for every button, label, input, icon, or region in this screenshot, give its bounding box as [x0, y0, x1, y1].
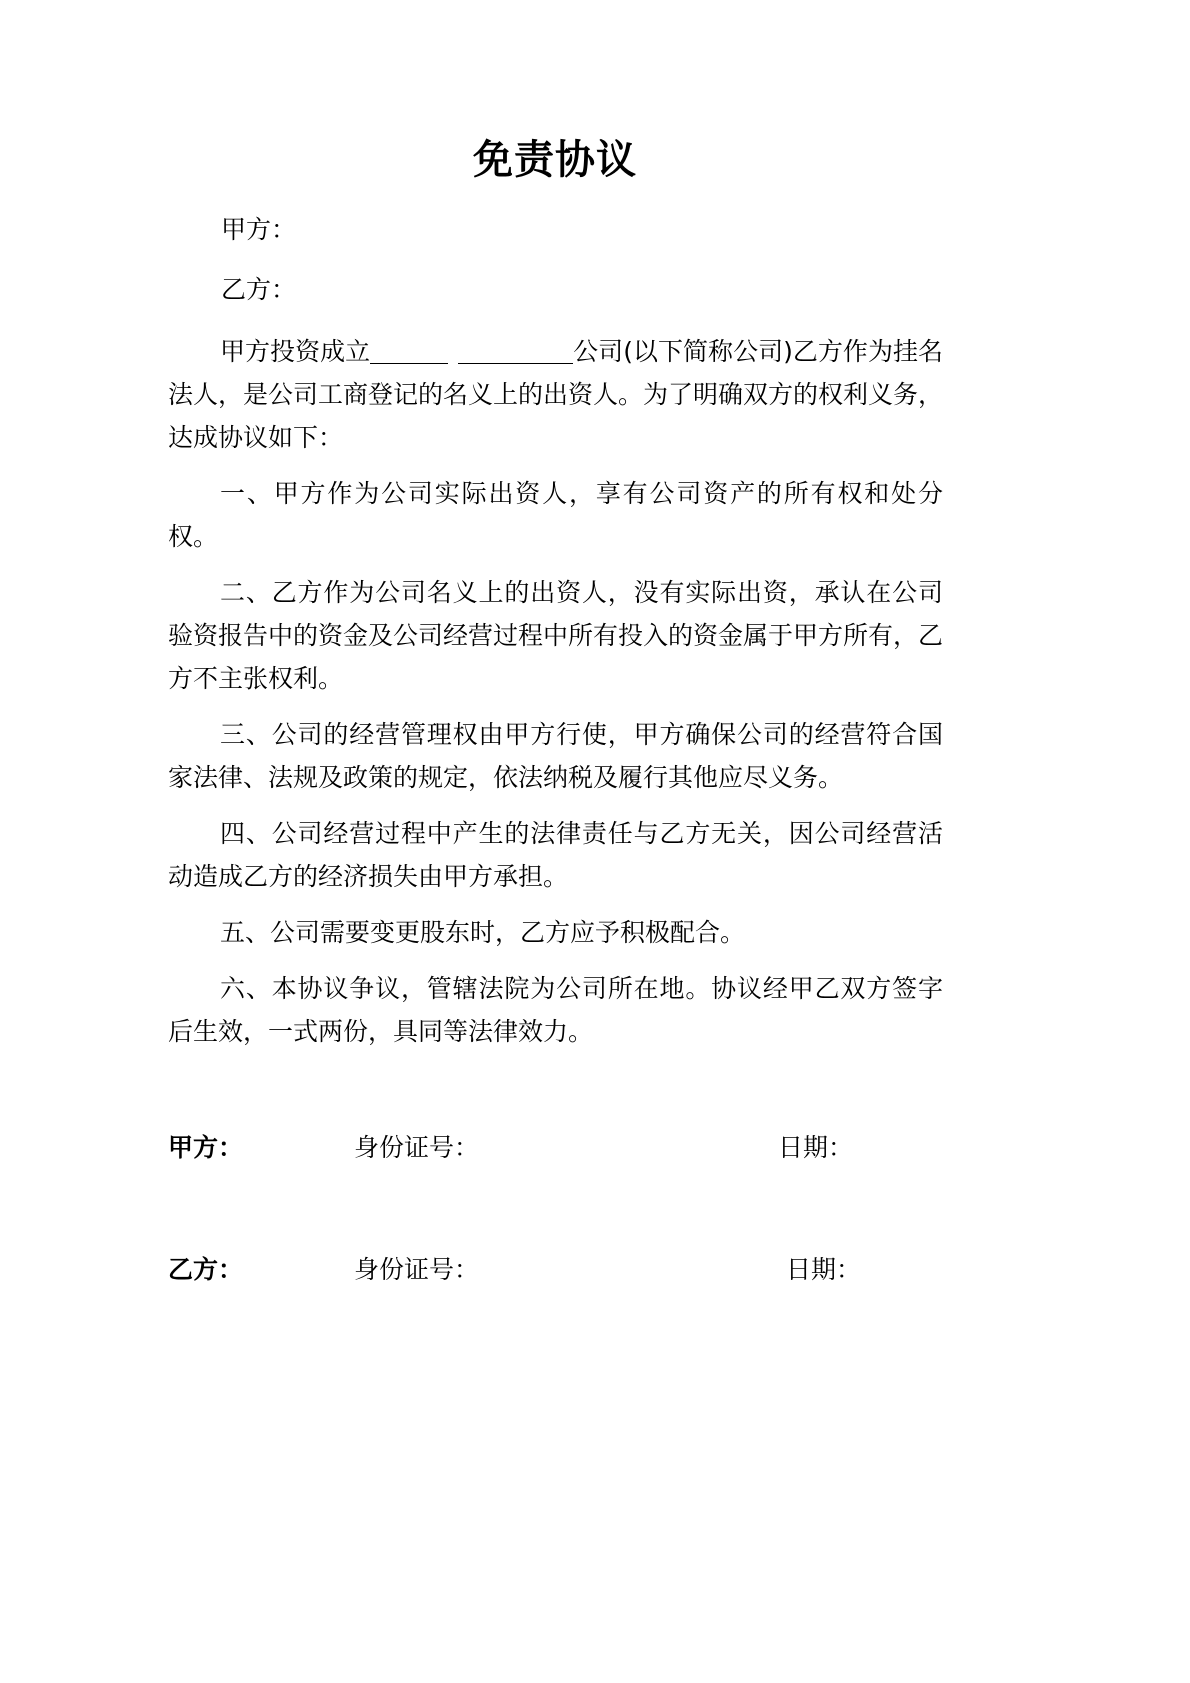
signature-party-b-date-label: 日期：: [786, 1255, 862, 1284]
clause-5: 五、公司需要变更股东时，乙方应予积极配合。: [220, 918, 746, 947]
signature-party-b-id-label: 身份证号：: [354, 1255, 480, 1284]
signature-party-b-label: 乙方：: [168, 1255, 244, 1284]
document-title: 免责协议: [473, 137, 637, 183]
signature-row-party-a: [168, 1128, 968, 1168]
clause-4: 四、公司经营过程中产生的法律责任与乙方无关，因公司经营活动造成乙方的经济损失由甲方承担。: [168, 819, 943, 891]
signature-party-a-id-label: 身份证号：: [354, 1133, 480, 1162]
party-a-line: 甲方：: [221, 215, 297, 244]
clause-2: 二、乙方作为公司名义上的出资人，没有实际出资，承认在公司验资报告中的资金及公司经营过程中所有投入的资金属于甲方所有，乙方不主张权利。: [168, 578, 944, 693]
clause-3: 三、公司的经营管理权由甲方行使，甲方确保公司的经营符合国家法律、法规及政策的规定，依法纳税及履行其他应尽义务。: [168, 720, 943, 792]
clause-1: 一、甲方作为公司实际出资人，享有公司资产的所有权和处分权。: [168, 479, 943, 551]
signature-row-party-b: [168, 1250, 968, 1290]
party-b-line: 乙方：: [221, 275, 297, 304]
intro-paragraph: [168, 330, 943, 459]
intro-text-after-blank: 公司(以下简称公司)乙方作为挂名法人，是公司工商登记的名义上的出资人。为了明确双方的权利义务，达成协议如下：: [168, 337, 944, 452]
company-name-blank-2: [458, 337, 573, 364]
signature-party-a-date-label: 日期：: [778, 1133, 854, 1162]
clause-6: 六、本协议争议，管辖法院为公司所在地。协议经甲乙双方签字后生效，一式两份，具同等法律效力。: [168, 974, 943, 1046]
intro-text-before-blank: 甲方投资成立: [220, 337, 371, 366]
document-body: [168, 330, 943, 1066]
company-name-blank-1: [370, 337, 448, 364]
signature-party-a-label: 甲方：: [168, 1133, 244, 1162]
